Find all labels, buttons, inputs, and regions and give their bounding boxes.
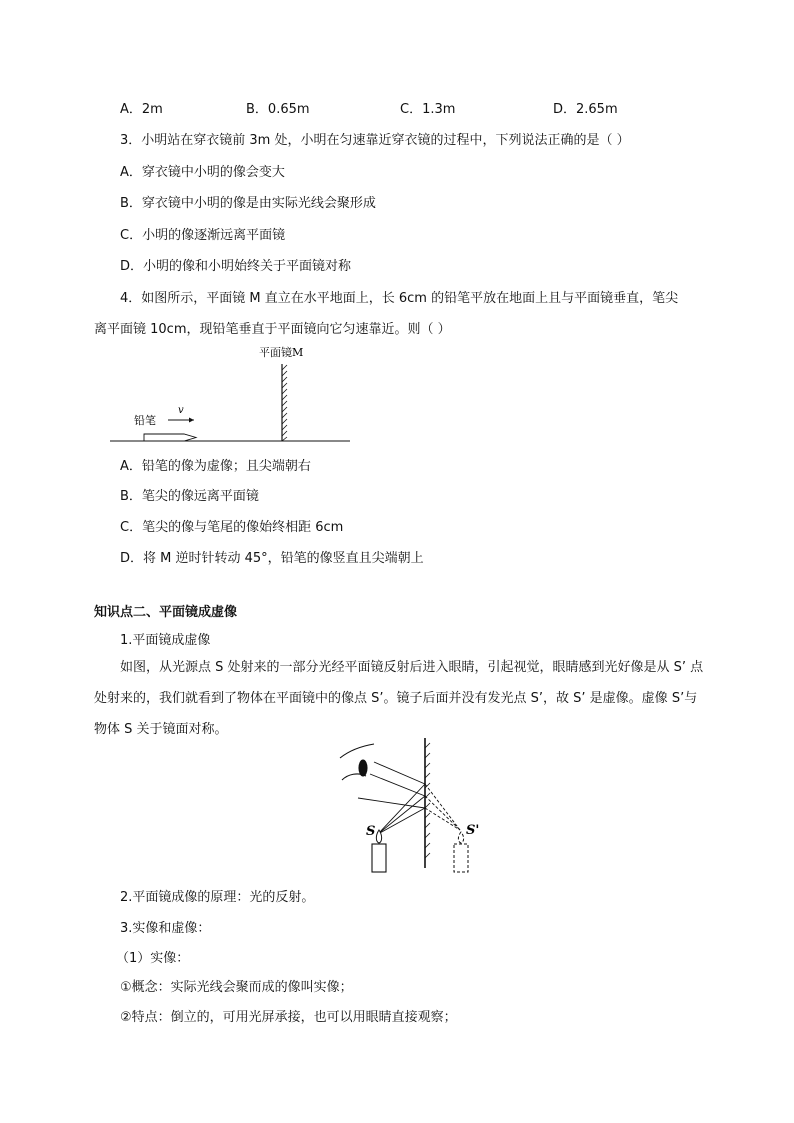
subsection-1-title: 1.平面镜成虚像 <box>120 633 211 648</box>
q2-option-a: A．2m <box>120 102 163 117</box>
q4-option-c: C．笔尖的像与笔尾的像始终相距 6cm <box>120 520 344 535</box>
q2-option-b: B．0.65m <box>246 102 310 117</box>
q4-figure <box>110 340 355 450</box>
section-heading: 知识点二、平面镜成虚像 <box>94 605 238 620</box>
q3-option-c: C．小明的像逐渐远离平面镜 <box>120 228 286 243</box>
mirror-label: 平面镜M <box>259 346 304 359</box>
q3-stem: 3．小明站在穿衣镜前 3m 处，小明在匀速靠近穿衣镜的过程中，下列说法正确的是（ ） <box>120 133 630 148</box>
virtual-candle-icon <box>454 832 468 872</box>
velocity-arrowhead <box>189 418 194 423</box>
q3-option-d: D．小明的像和小明始终关于平面镜对称 <box>120 259 352 274</box>
pencil-shape <box>144 434 196 441</box>
real-image-title: （1）实像： <box>116 951 190 966</box>
real-image-concept: ①概念：实际光线会聚而成的像叫实像； <box>120 980 353 995</box>
q4-option-b: B．笔尖的像远离平面镜 <box>120 489 259 504</box>
velocity-label: v <box>178 405 184 416</box>
q4-option-a: A．铅笔的像为虚像；且尖端朝右 <box>120 459 311 474</box>
q4-option-d: D．将 M 逆时针转动 45°，铅笔的像竖直且尖端朝上 <box>120 551 424 566</box>
subsection-3-title: 3.实像和虚像： <box>120 921 211 936</box>
real-image-features: ②特点：倒立的，可用光屏承接，也可以用眼睛直接观察； <box>120 1010 457 1025</box>
q2-option-c: C．1.3m <box>400 102 456 117</box>
section-paragraph <box>94 652 704 745</box>
mirror-reflection-figure <box>330 738 490 880</box>
q4-stem-line1: 4．如图所示，平面镜 M 直立在水平地面上，长 6cm 的铅笔平放在地面上且与平面镜垂直，笔尖 <box>120 291 679 306</box>
q3-option-b: B．穿衣镜中小明的像是由实际光线会聚形成 <box>120 196 376 211</box>
q2-option-d: D．2.65m <box>553 102 618 117</box>
source-label: S <box>366 824 376 839</box>
principle-line: 2.平面镜成像的原理：光的反射。 <box>120 890 315 905</box>
q4-stem-line2: 离平面镜 10cm，现铅笔垂直于平面镜向它匀速靠近。则（ ） <box>94 322 451 337</box>
q3-option-a: A．穿衣镜中小明的像会变大 <box>120 165 285 180</box>
virtual-rays <box>425 784 460 830</box>
mirror-hatching <box>282 365 287 441</box>
paragraph-text: 如图，从光源点 S 处射来的一部分光经平面镜反射后进入眼睛，引起视觉，眼睛感到光好像是从 S’ 点处射来的，我们就看到了物体在平面镜中的像点 S’。镜子后面并没有发光点 S’，故 S’ 是虚像。虚像 S’与物体 S 关于镜面对称。 <box>94 660 704 737</box>
eye-icon <box>340 744 374 780</box>
image-label: S' <box>466 823 480 838</box>
pencil-label: 铅笔 <box>134 414 156 427</box>
